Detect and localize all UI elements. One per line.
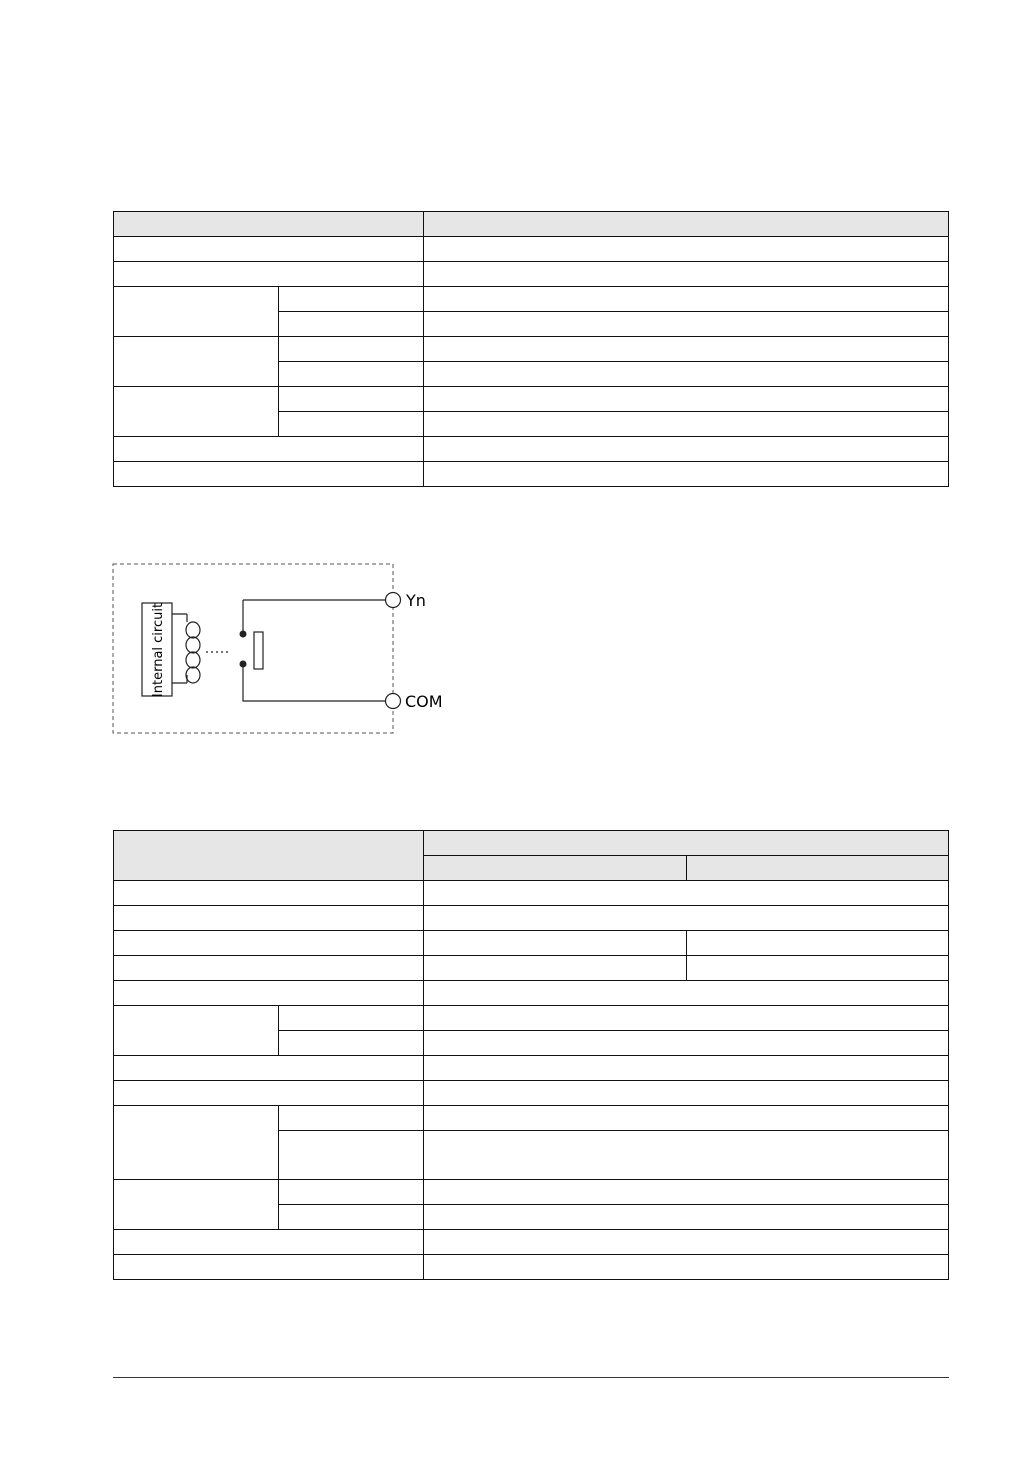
table-row [114, 1056, 949, 1081]
table-row [114, 287, 949, 312]
varistor-icon [254, 632, 263, 669]
output-terminal-icon [386, 593, 401, 608]
table-row [114, 956, 949, 981]
table-row [114, 1081, 949, 1106]
table-row [114, 337, 949, 362]
output-terminal-label: Yn [406, 591, 426, 610]
table-row [114, 387, 949, 412]
common-terminal-label: COM [405, 692, 443, 711]
internal-circuit-label: Internal circuit [151, 602, 166, 698]
common-terminal-icon [386, 694, 401, 709]
table-row [114, 906, 949, 931]
coil-leads [172, 614, 187, 683]
table-row [114, 1106, 949, 1131]
spec-table-2 [113, 830, 949, 1280]
relay-coil-icon [186, 622, 200, 683]
table-row [114, 437, 949, 462]
table-row [114, 1180, 949, 1205]
table-row [114, 1006, 949, 1031]
table-row [114, 881, 949, 906]
table-row [114, 1255, 949, 1280]
contact-point-upper [240, 631, 247, 638]
spec-table-1 [113, 211, 949, 487]
table-row [114, 262, 949, 287]
table-row [114, 931, 949, 956]
contact-wiring [243, 600, 385, 701]
table-header-row [114, 212, 949, 237]
table-row [114, 1230, 949, 1255]
table-row [114, 237, 949, 262]
relay-output-circuit-diagram [105, 556, 465, 746]
table-row [114, 981, 949, 1006]
contact-point-lower [240, 661, 247, 668]
table-header-row [114, 831, 949, 856]
footer-divider [113, 1377, 949, 1378]
table-row [114, 462, 949, 487]
